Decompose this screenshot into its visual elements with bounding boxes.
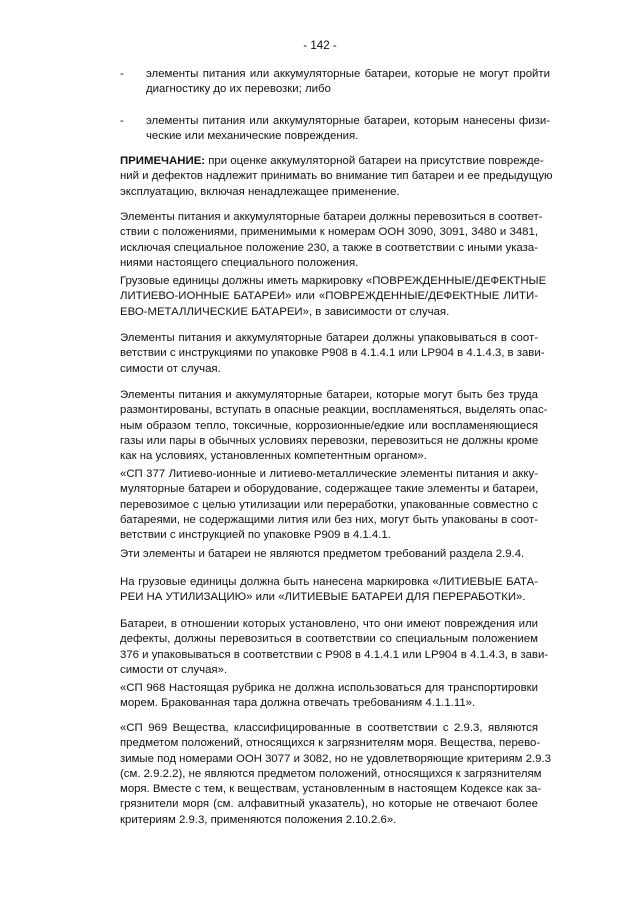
- text-line: морем. Бракованная тара должна отвечать требованиям 4.1.1.11».: [120, 697, 476, 710]
- text-line: как на условиях, установленных компетентным органом».: [120, 450, 427, 463]
- page-number: - 142 -: [303, 39, 337, 52]
- text-line: предметом положений, относящихся к загрязнителям моря. Вещества, перево-: [120, 737, 541, 750]
- text-line: элементы питания или аккумуляторные батареи, которым нанесены физи-: [146, 115, 550, 127]
- paragraph: [120, 721, 551, 828]
- paragraph: [120, 331, 545, 377]
- text-line: размонтированы, вступать в опасные реакции, воспламеняться, выделять опас-: [120, 404, 548, 417]
- text-line: «СП 377 Литиево-ионные и литиево-металлические элементы питания и акку-: [120, 468, 538, 480]
- text-line: «СП 968 Настоящая рубрика не должна использоваться для транспортировки: [120, 682, 538, 694]
- paragraph: [120, 274, 547, 320]
- text-line: элементы питания или аккумуляторные батареи, которые не могут пройти: [146, 68, 550, 80]
- paragraph: [120, 547, 538, 562]
- text-line: ний и дефектов надлежит принимать во внимание тип батареи и ее предыдущую: [120, 170, 553, 183]
- text-line: 376 и упаковываться в соответствии с P908 в 4.1.4.1 или LP904 в 4.1.4.3, в зави-: [120, 648, 549, 661]
- text-line: симости от случая».: [120, 663, 228, 676]
- note-text: при оценке аккумуляторной батареи на присутствие поврежде-: [205, 155, 544, 167]
- text-line: муляторные батареи и оборудование, содержащее такие элементы и батареи,: [120, 483, 539, 496]
- text-line: «СП 969 Вещества, классифицированные в соответствии с 2.9.3, являются: [120, 722, 538, 734]
- text-line: ным образом тепло, токсичные, коррозионные/едкие или воспламеняющиеся: [120, 419, 538, 432]
- text-line: симости от случая.: [120, 362, 221, 375]
- text-line: исключая специальное положение 230, а также в соответствии с иными указа-: [120, 241, 538, 254]
- bullet-text: [146, 67, 550, 98]
- text-line: зимые под номерами ООН 3077 и 3082, но не удовлетворяющие критериям 2.9.3: [120, 752, 551, 765]
- paragraph: [120, 575, 538, 606]
- text-line: дефекты, должны перевозиться в соответствии со специальным положением: [120, 633, 538, 646]
- bullet-text: [146, 114, 550, 145]
- text-line: грязнители моря (см. алфавитный указатель), но которые не отвечают более: [120, 798, 538, 811]
- text-line: перевозимое с целью утилизации или переработки, упакованные совместно с: [120, 498, 538, 511]
- text-line: ветствии с инструкцией по упаковке P909 в 4.1.4.1.: [120, 529, 391, 542]
- text-line: ветствии с инструкциями по упаковке P908 в 4.1.4.1 или LP904 в 4.1.4.3, в зави-: [120, 347, 545, 360]
- text-line: диагностику до их перевозки; либо: [146, 83, 331, 96]
- paragraph: [120, 617, 549, 678]
- text-line: Эти элементы и батареи не являются предметом требований раздела 2.9.4.: [120, 548, 525, 560]
- paragraph: [120, 467, 538, 543]
- text-line: критериям 2.9.3, применяются положения 2.10.2.6».: [120, 813, 397, 826]
- text-line: газы или пары в обычных условиях перевозки, перевозиться не должны кроме: [120, 434, 539, 447]
- text-line: Элементы питания и аккумуляторные батареи должны перевозиться в соответ-: [120, 211, 543, 223]
- text-line: Элементы питания и аккумуляторные батареи, которые могут быть без труда: [120, 389, 538, 401]
- text-line: эксплуатацию, включая ненадлежащее применение.: [120, 185, 400, 198]
- text-line: ЛИТИЕВО-ИОННЫЕ БАТАРЕИ» или «ПОВРЕЖДЕННЫЕ/ДЕФЕКТНЫЕ ЛИТИ-: [120, 290, 538, 303]
- text-line: На грузовые единицы должна быть нанесена маркировка «ЛИТИЕВЫЕ БАТА-: [120, 576, 538, 588]
- text-line: ствии с положениями, применимыми к номерам ООН 3090, 3091, 3480 и 3481,: [120, 226, 538, 239]
- text-line: [120, 154, 544, 169]
- bullet-dash: -: [120, 115, 124, 127]
- paragraph: [120, 388, 548, 464]
- paragraph: [120, 681, 538, 712]
- text-line: батареями, не содержащими лития или без них, могут быть упакованы в соот-: [120, 513, 538, 526]
- text-line: РЕИ НА УТИЛИЗАЦИЮ» или «ЛИТИЕВЫЕ БАТАРЕИ ДЛЯ ПЕРЕРАБОТКИ».: [120, 591, 526, 604]
- text-line: Батареи, в отношении которых установлено, что они имеют повреждения или: [120, 618, 538, 630]
- text-line: ческие или механические повреждения.: [146, 130, 359, 143]
- bullet-dash: -: [120, 68, 124, 80]
- note-paragraph: [120, 154, 553, 200]
- note-label: ПРИМЕЧАНИЕ:: [120, 155, 206, 167]
- text-line: ЕВО-МЕТАЛЛИЧЕСКИЕ БАТАРЕИ», в зависимости от случая.: [120, 305, 450, 318]
- text-line: моря. Вместе с тем, к веществам, установленным в настоящем Кодексе как за-: [120, 783, 542, 796]
- paragraph: [120, 210, 543, 271]
- text-line: (см. 2.9.2.2), не являются предметом положений, относящихся к загрязнителям: [120, 767, 542, 780]
- text-line: ниями настоящего специального положения.: [120, 256, 359, 269]
- text-line: Грузовые единицы должны иметь маркировку «ПОВРЕЖДЕННЫЕ/ДЕФЕКТНЫЕ: [120, 275, 547, 287]
- text-line: Элементы питания и аккумуляторные батареи должны упаковываться в соот-: [120, 332, 538, 344]
